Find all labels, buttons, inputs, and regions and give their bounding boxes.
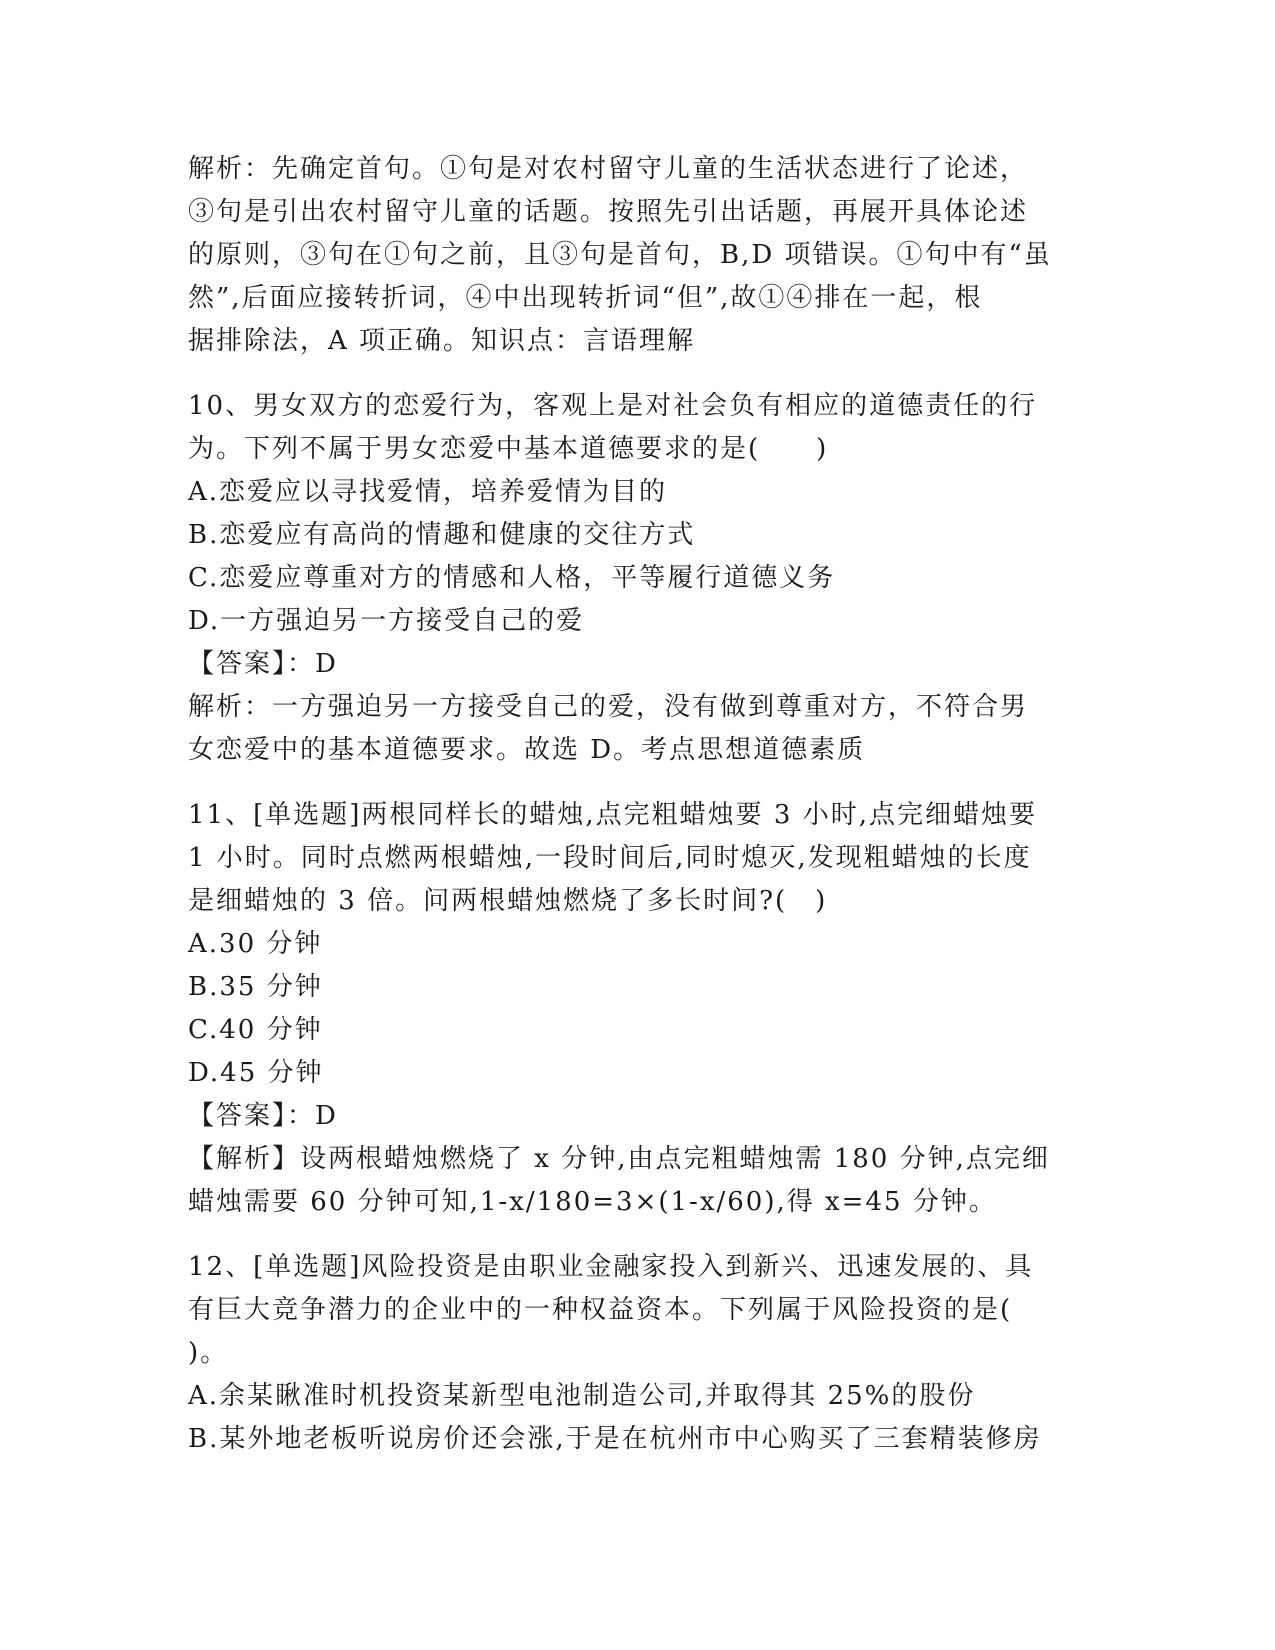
option-d: D.45 分钟 <box>188 1058 324 1088</box>
explanation-line: 的原则，③句在①句之前，且③句是首句，B,D 项错误。①句中有“虽 <box>188 240 1052 270</box>
answer: 【答案】：D <box>188 649 338 679</box>
explanation-line: 蜡烛需要 60 分钟可知,1-x/180=3×(1-x/60),得 x=45 分钟。 <box>188 1187 997 1217</box>
option-b: B.某外地老板听说房价还会涨,于是在杭州市中心购买了三套精装修房 <box>188 1424 1042 1454</box>
question-stem: 12、[单选题]风险投资是由职业金融家投入到新兴、迅速发展的、具 <box>188 1252 1034 1282</box>
option-c: C.恋爱应尊重对方的情感和人格，平等履行道德义务 <box>188 563 836 593</box>
explanation-line: 据排除法，A 项正确。知识点：言语理解 <box>188 326 696 356</box>
question-12 <box>188 1246 1088 1461</box>
question-10 <box>188 385 1088 772</box>
option-a: A.30 分钟 <box>188 929 323 959</box>
question-stem: 10、男女双方的恋爱行为，客观上是对社会负有相应的道德责任的行 <box>188 391 1038 421</box>
explanation-line: 女恋爱中的基本道德要求。故选 D。考点思想道德素质 <box>188 735 866 765</box>
question-stem: 1 小时。同时点燃两根蜡烛,一段时间后,同时熄灭,发现粗蜡烛的长度 <box>188 843 1032 873</box>
answer: 【答案】：D <box>188 1101 338 1131</box>
explanation-line: ③句是引出农村留守儿童的话题。按照先引出话题，再展开具体论述 <box>188 197 1029 227</box>
question-stem: 有巨大竞争潜力的企业中的一种权益资本。下列属于风险投资的是( <box>188 1295 1013 1325</box>
explanation-line: 然”,后面应接转折词，④中出现转折词“但”,故①④排在一起，根 <box>188 283 983 313</box>
explanation-line: 解析：一方强迫另一方接受自己的爱，没有做到尊重对方，不符合男 <box>188 692 1029 722</box>
option-c: C.40 分钟 <box>188 1015 323 1045</box>
option-b: B.35 分钟 <box>188 972 323 1002</box>
page-content <box>188 148 1088 1461</box>
option-b: B.恋爱应有高尚的情趣和健康的交往方式 <box>188 520 696 550</box>
question-stem: 为。下列不属于男女恋爱中基本道德要求的是( ) <box>188 434 829 464</box>
intro-explanation <box>188 148 1088 363</box>
explanation-line: 解析：先确定首句。①句是对农村留守儿童的生活状态进行了论述， <box>188 154 1029 184</box>
question-stem: 11、[单选题]两根同样长的蜡烛,点完粗蜡烛要 3 小时,点完细蜡烛要 <box>188 800 1037 830</box>
question-stem: )。 <box>188 1338 229 1368</box>
option-d: D.一方强迫另一方接受自己的爱 <box>188 606 585 636</box>
option-a: A.余某瞅准时机投资某新型电池制造公司,并取得其 25%的股份 <box>188 1381 976 1411</box>
explanation-line: 【解析】设两根蜡烛燃烧了 x 分钟,由点完粗蜡烛需 180 分钟,点完细 <box>188 1144 1050 1174</box>
question-stem: 是细蜡烛的 3 倍。问两根蜡烛燃烧了多长时间?( ) <box>188 886 828 916</box>
question-11 <box>188 794 1088 1224</box>
option-a: A.恋爱应以寻找爱情，培养爱情为目的 <box>188 477 668 507</box>
